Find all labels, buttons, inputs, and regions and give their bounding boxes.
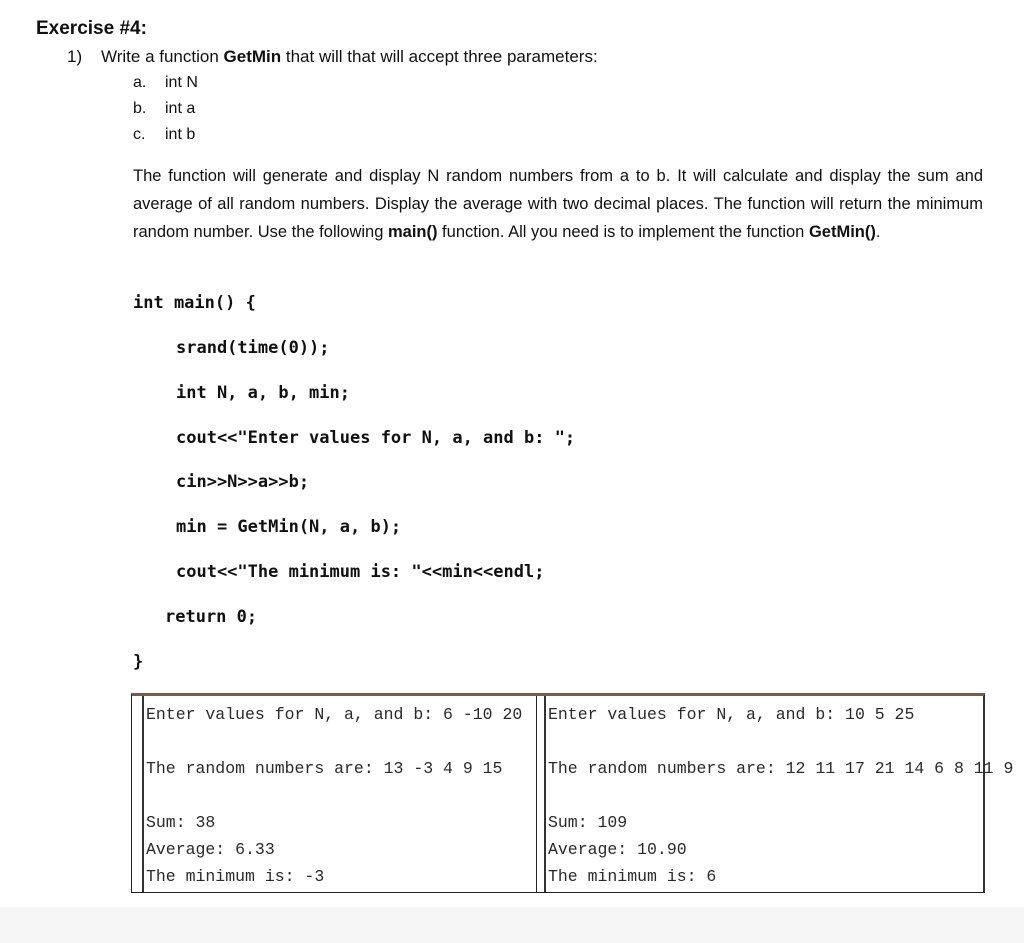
param-text: int N xyxy=(165,74,198,91)
output-table xyxy=(131,693,1014,893)
output-right-minimum: The minimum is: 6 xyxy=(548,867,717,886)
description-part2: function. All you need is to implement the function xyxy=(437,223,809,241)
code-line-min: min = GetMin(N, a, b); xyxy=(176,517,402,537)
output-left-minimum: The minimum is: -3 xyxy=(146,867,325,886)
output-left-average: Average: 6.33 xyxy=(146,840,275,859)
output-left-numbers: The random numbers are: 13 -3 4 9 15 xyxy=(146,759,503,778)
code-line-cout2: cout<<"The minimum is: "<<min<<endl; xyxy=(176,562,545,582)
output-left-prompt: Enter values for N, a, and b: 6 -10 20 xyxy=(146,705,523,724)
output-divider xyxy=(536,696,537,892)
code-line-decl: int N, a, b, min; xyxy=(176,383,350,403)
main-bold: main() xyxy=(387,223,438,241)
description-part1: The function will generate and display N random numbers from a to b. It will calculate and display the sum and average of all random numbers. Display the average with two decimal places. The function will return the minimum random number. Use the following xyxy=(133,167,983,241)
param-item xyxy=(133,74,198,92)
description-part3: . xyxy=(875,223,881,241)
code-line-main: int main() { xyxy=(133,293,256,313)
output-right-average: Average: 10.90 xyxy=(548,840,687,859)
output-left xyxy=(142,696,534,892)
question-text-after: that will that will accept three parameters: xyxy=(281,47,598,66)
code-line-srand: srand(time(0)); xyxy=(176,338,330,358)
param-label: b. xyxy=(133,100,147,117)
code-line-close: } xyxy=(133,652,144,672)
param-item xyxy=(133,126,195,144)
description-paragraph xyxy=(133,162,983,246)
output-right-sum: Sum: 109 xyxy=(548,813,628,832)
code-line-return: return 0; xyxy=(165,607,258,627)
question-text-before: Write a function xyxy=(101,47,224,66)
param-text: int a xyxy=(165,100,196,117)
getmin-bold: GetMin() xyxy=(808,223,876,241)
param-label: c. xyxy=(133,126,146,143)
param-text: int b xyxy=(165,126,196,143)
output-right-numbers: The random numbers are: 12 11 17 21 14 6 8 11 9 xyxy=(548,759,1014,778)
output-left-sum: Sum: 38 xyxy=(146,813,216,832)
question-number: 1) xyxy=(67,47,83,66)
page-bottom-band xyxy=(0,907,1024,943)
param-item xyxy=(133,100,195,118)
function-name: GetMin xyxy=(223,47,282,66)
exercise-title: Exercise #4: xyxy=(36,18,147,39)
code-line-cout1: cout<<"Enter values for N, a, and b: "; xyxy=(176,428,576,448)
code-line-cin: cin>>N>>a>>b; xyxy=(176,472,310,492)
question-text xyxy=(101,47,598,67)
param-label: a. xyxy=(133,74,147,91)
output-right-prompt: Enter values for N, a, and b: 10 5 25 xyxy=(548,705,915,724)
output-right xyxy=(544,696,1014,892)
